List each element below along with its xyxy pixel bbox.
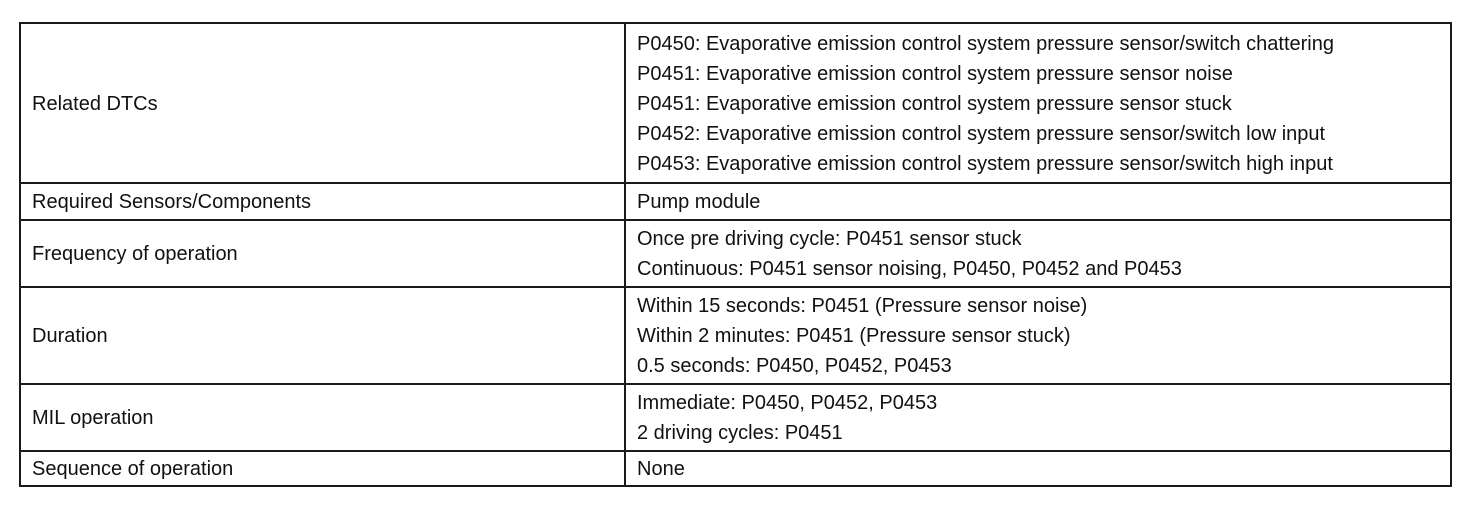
dtc-line: P0452: Evaporative emission control system pressure sensor/switch low input — [637, 122, 1326, 145]
table-row-required-sensors — [20, 183, 1451, 220]
value-line: Pump module — [637, 191, 761, 213]
dtc-line: P0451: Evaporative emission control system pressure sensor noise — [637, 62, 1233, 85]
row-value — [625, 384, 1451, 451]
value-line: None — [637, 458, 685, 480]
table-row-frequency — [20, 220, 1451, 287]
dtc-line: P0451: Evaporative emission control system pressure sensor stuck — [637, 92, 1232, 115]
value-line: Once pre driving cycle: P0451 sensor stuck — [637, 228, 1022, 250]
row-value — [625, 220, 1451, 287]
dtc-line: P0450: Evaporative emission control system pressure sensor/switch chattering — [637, 32, 1334, 55]
row-label: Required Sensors/Components — [20, 183, 625, 220]
table-row-sequence — [20, 451, 1451, 486]
row-value — [625, 451, 1451, 486]
row-label: MIL operation — [20, 384, 625, 451]
monitor-spec-table — [19, 22, 1452, 487]
row-label: Related DTCs — [20, 23, 625, 183]
row-label: Sequence of operation — [20, 451, 625, 486]
row-value — [625, 183, 1451, 220]
table-row-related-dtcs — [20, 23, 1451, 183]
value-line: 2 driving cycles: P0451 — [637, 422, 843, 444]
row-label: Duration — [20, 287, 625, 384]
value-line: Within 2 minutes: P0451 (Pressure sensor stuck) — [637, 325, 1071, 347]
value-line: Immediate: P0450, P0452, P0453 — [637, 392, 938, 414]
table-row-duration — [20, 287, 1451, 384]
dtc-line: P0453: Evaporative emission control system pressure sensor/switch high input — [637, 152, 1333, 175]
value-line: 0.5 seconds: P0450, P0452, P0453 — [637, 355, 952, 377]
row-value — [625, 287, 1451, 384]
value-line: Continuous: P0451 sensor noising, P0450, P0452 and P0453 — [637, 258, 1182, 280]
row-label: Frequency of operation — [20, 220, 625, 287]
row-value — [625, 23, 1451, 183]
value-line: Within 15 seconds: P0451 (Pressure sensor noise) — [637, 295, 1088, 317]
table-row-mil-operation — [20, 384, 1451, 451]
